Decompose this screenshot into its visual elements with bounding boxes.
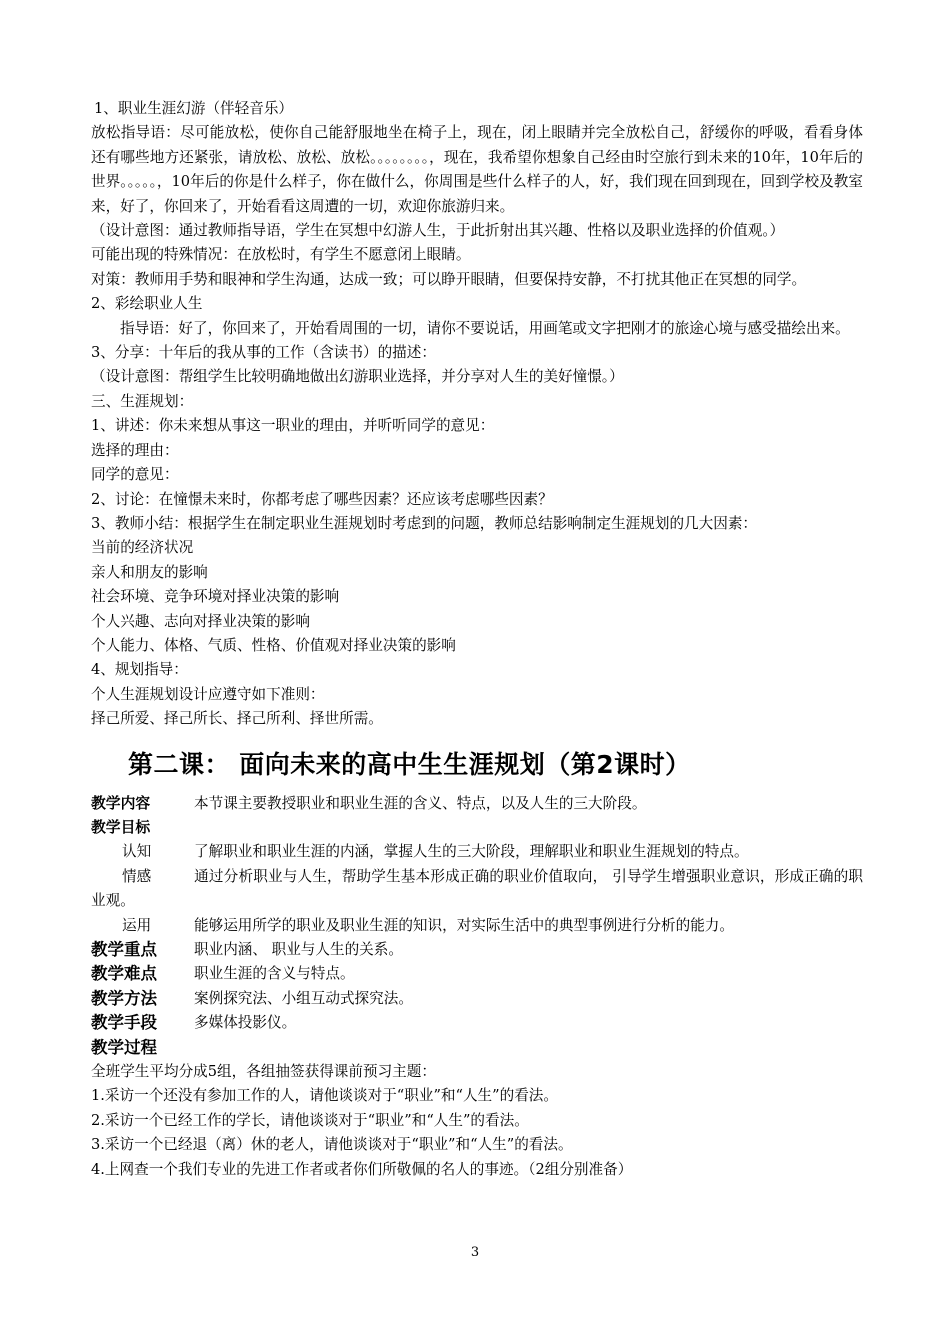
teaching-method-label: 教学方法 [91, 988, 157, 1008]
teaching-means-row [91, 1011, 863, 1035]
teaching-difficulty-row [91, 962, 863, 986]
teaching-key-row [91, 938, 863, 962]
heading-planning-guide: 4、规划指导： [91, 661, 188, 679]
item-classmate-opinion: 同学的意见： [91, 466, 179, 484]
teaching-content-row [91, 792, 863, 816]
heading-paint-career: 2、彩绘职业人生 [91, 295, 203, 313]
teaching-difficulty-label: 教学难点 [91, 964, 157, 984]
document-page [91, 97, 863, 1182]
teaching-process-label: 教学过程 [91, 1037, 157, 1057]
process-item-1: 1.采访一个还没有参加工作的人，请他谈谈对于“职业”和“人生”的看法。 [91, 1087, 558, 1105]
goal-apply-row [91, 914, 863, 938]
item-reason: 选择的理由： [91, 441, 179, 459]
goal-cognition-label: 认知 [122, 843, 152, 861]
item-discuss: 2、讨论：在憧憬未来时，你都考虑了哪些因素？还应该考虑哪些因素？ [91, 490, 553, 508]
teaching-content-label: 教学内容 [91, 794, 151, 812]
heading-career-planning: 三、生涯规划： [91, 392, 194, 410]
teaching-key-label: 教学重点 [91, 940, 157, 959]
teaching-goals-row [91, 816, 863, 840]
design-intent-1: （设计意图：通过教师指导语，学生在冥想中幻游人生，于此折射出其兴趣、性格以及职业选择的价值观。） [91, 222, 785, 240]
relax-guide-paragraph: 放松指导语：尽可能放松，使你自己能舒服地坐在椅子上，现在，闭上眼睛并完全放松自己，舒缓你的呼吸，看看身体还有哪些地方还紧张，请放松、放松、放松。。。。。。。。，现在，我希望你想象自己经由时空旅行到未来的10年，10年后的世界。。。。。，10年后的你是什么样子，你在做什么，你周围是些什么样子的人，好，我们现在回到现在，回到学校及教室来，好了，你回来了，开始看看这周遭的一切，欢迎你旅游归来。 [91, 124, 863, 215]
page-number: 3 [470, 1245, 480, 1260]
goal-cognition-row [91, 840, 863, 864]
teaching-goals-label: 教学目标 [91, 818, 151, 836]
goal-apply-value: 能够运用所学的职业及职业生涯的知识，对实际生活中的典型事例进行分析的能力。 [194, 916, 734, 934]
planning-rules: 择己所爱、择己所长、择己所利、择世所需。 [91, 710, 383, 728]
process-intro: 全班学生平均分成5组，各组抽签获得课前预习主题： [91, 1063, 436, 1081]
factor-family: 亲人和朋友的影响 [91, 563, 208, 581]
goal-emotion-value: 通过分析职业与人生，帮助学生基本形成正确的职业价值取向， 引导学生增强职业意识，形成正确的职业观。 [91, 867, 863, 910]
process-item-3: 3.采访一个已经退（离）休的老人，请他谈谈对于“职业”和“人生”的看法。 [91, 1136, 573, 1154]
process-item-2: 2.采访一个已经工作的学长，请他谈谈对于“职业”和“人生”的看法。 [91, 1111, 529, 1129]
item-narrate: 1、讲述：你未来想从事这一职业的理由，并听听同学的意见： [91, 417, 495, 435]
planning-rules-intro: 个人生涯规划设计应遵守如下准则： [91, 685, 325, 703]
goal-emotion-label: 情感 [122, 867, 152, 885]
process-item-4: 4.上网查一个我们专业的先进工作者或者你们所敬佩的名人的事迹。（2组分别准备） [91, 1160, 633, 1178]
teaching-method-value: 案例探究法、小组互动式探究法。 [194, 989, 413, 1007]
teaching-content-value: 本节课主要教授职业和职业生涯的含义、特点，以及人生的三大阶段。 [194, 794, 647, 812]
heading-share: 3、分享：十年后的我从事的工作（含读书）的描述： [91, 344, 436, 362]
factor-society: 社会环境、竞争环境对择业决策的影响 [91, 588, 340, 606]
factor-ability: 个人能力、体格、气质、性格、价值观对择业决策的影响 [91, 636, 456, 654]
paint-guide-paragraph: 指导语：好了，你回来了，开始看周围的一切，请你不要说话，用画笔或文字把刚才的旅途心境与感受描绘出来。 [120, 319, 850, 337]
teaching-difficulty-value: 职业生涯的含义与特点。 [194, 965, 355, 983]
goal-cognition-value: 了解职业和职业生涯的内涵，掌握人生的三大阶段，理解职业和职业生涯规划的特点。 [194, 843, 749, 861]
teaching-process-row [91, 1036, 863, 1060]
teaching-means-value: 多媒体投影仪。 [194, 1014, 297, 1032]
teaching-method-row [91, 987, 863, 1011]
item-teacher-summary: 3、教师小结：根据学生在制定职业生涯规划时考虑到的问题，教师总结影响制定生涯规划的几大因素： [91, 514, 758, 532]
teaching-means-label: 教学手段 [91, 1013, 157, 1033]
heading-career-fantasy: 1、职业生涯幻游（伴轻音乐） [94, 100, 294, 117]
design-intent-2: （设计意图：帮组学生比较明确地做出幻游职业选择，并分享对人生的美好憧憬。） [91, 368, 624, 386]
countermeasure: 对策：教师用手势和眼神和学生沟通，达成一致；可以睁开眼睛，但要保持安静，不打扰其他正在冥想的同学。 [91, 270, 807, 288]
factor-interest: 个人兴趣、志向对择业决策的影响 [91, 612, 310, 630]
factor-economy: 当前的经济状况 [91, 539, 194, 557]
lesson-title: 第二课： 面向未来的高中生生涯规划（第2课时） [128, 749, 691, 779]
goal-emotion-row [91, 865, 863, 914]
teaching-key-value: 职业内涵、 职业与人生的关系。 [194, 941, 403, 958]
special-situation: 可能出现的特殊情况：在放松时，有学生不愿意闭上眼睛。 [91, 246, 471, 264]
goal-apply-label: 运用 [122, 916, 152, 934]
